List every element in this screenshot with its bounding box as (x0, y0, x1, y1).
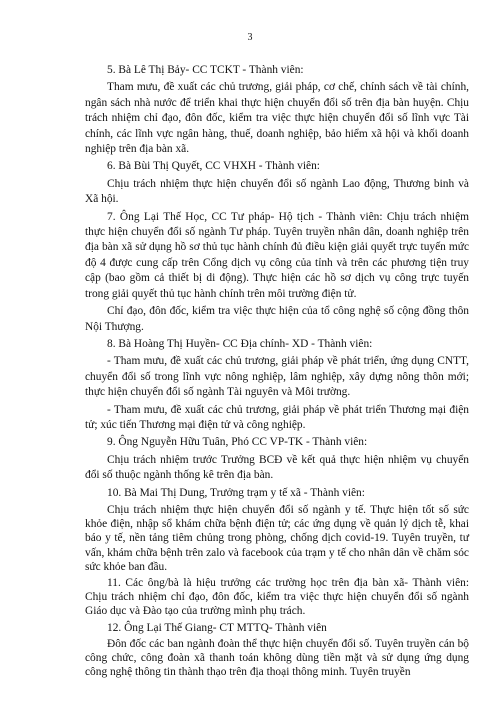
paragraph-heading-9: 9. Ông Nguyễn Hữu Tuân, Phó CC VP-TK - Thành viên: (107, 436, 368, 449)
paragraph: - Tham mưu, đề xuất các chủ trương, giải pháp về phát triển Thương mại điện tử; xúc tiến Thương mại điện tử và công nghiệp. (85, 403, 469, 431)
paragraph-heading-12: 12. Ông Lại Thế Giang- CT MTTQ- Thành viên (107, 621, 327, 634)
paragraph: Chịu trách nhiệm thực hiện chuyển đổi số ngành y tế. Thực hiện tốt số sức khỏe điện, nhập sổ khám chữa bệnh điện tử; các ứng dụng về quản lý dịch tễ, khai báo y tế, nền tảng tiêm chủng trong phòng, chống dịch covid-19. Tuyên truyền, tư vấn, khám chữa bệnh trên zalo và facebook của trạm y tế cho nhân dân về chăm sóc sức khỏe ban đầu. (85, 503, 469, 573)
paragraph-heading-11: 11. Các ông/bà là hiệu trưởng các trường học trên địa bàn xã- Thành viên: Chịu trách nhiệm chỉ đạo, đôn đốc, kiểm tra việc thực hiện chuyển đổi số ngành Giáo dục và Đào tạo của trường mình phụ trách. (85, 576, 469, 618)
paragraph: Chịu trách nhiệm thực hiện chuyển đổi số ngành Lao động, Thương binh và Xã hội. (85, 177, 469, 206)
paragraph: Đôn đốc các ban ngành đoàn thể thực hiện chuyển đổi số. Tuyên truyền cán bộ công chức, công đoàn xã thanh toán không dùng tiền mặt và sử dụng ứng dụng công nghệ thông tin thành thạo trên địa thoại thông minh. Tuyên truyền (85, 637, 469, 679)
paragraph: Tham mưu, đề xuất các chủ trương, giải pháp, cơ chế, chính sách về tài chính, ngân sách nhà nước để triển khai thực hiện chuyển đổi số trên địa bàn huyện. Chịu trách nhiệm chỉ đạo, đôn đốc, kiểm tra việc thực hiện chuyển đổi số lĩnh vực Tài chính, các lĩnh vực ngân hàng, thuế, doanh nghiệp, bảo hiểm xã hội và khối doanh nghiệp trên địa bàn xã. (85, 81, 469, 156)
paragraph-heading-5: 5. Bà Lê Thị Bảy- CC TCKT - Thành viên: (107, 64, 304, 76)
paragraph-heading-10: 10. Bà Mai Thị Dung, Trưởng trạm y tế xã - Thành viên: (107, 486, 365, 499)
document-body (85, 63, 469, 681)
paragraph: - Tham mưu, đề xuất các chủ trương, giải pháp về phát triển, ứng dụng CNTT, chuyển đổi số trong lĩnh vực nông nghiệp, lâm nghiệp, xây dựng nông thôn mới; thực hiện chuyển đổi số ngành Tài nguyên và Môi trường. (85, 355, 469, 399)
paragraph-heading-7: 7. Ông Lại Thế Học, CC Tư pháp- Hộ tịch - Thành viên: Chịu trách nhiệm thực hiện chuyển đổi số ngành Tư pháp. Tuyên truyền nhân dân, doanh nghiệp trên địa bàn xã sử dụng hồ sơ thủ tục hành chính đủ điều kiện giải quyết trực tuyến mức độ 4 được cung cấp trên Cổng dịch vụ công của tỉnh và trên các phương tiện truy cập (bao gồm cả thiết bị di động). Thực hiện các hồ sơ dịch vụ công trực tuyến trong giải quyết thủ tục hành chính trên môi trường điện tử. (85, 210, 469, 300)
paragraph: Chỉ đạo, đôn đốc, kiểm tra việc thực hiện của tổ công nghệ số cộng đồng thôn Nội Thượng. (85, 305, 469, 333)
paragraph-heading-8: 8. Bà Hoàng Thị Huyền- CC Địa chính- XD - Thành viên: (107, 337, 373, 350)
paragraph-heading-6: 6. Bà Bùi Thị Quyết, CC VHXH - Thành viên: (107, 160, 320, 173)
paragraph: Chịu trách nhiệm trước Trưởng BCĐ về kết quả thực hiện nhiệm vụ chuyển đổi số thuộc ngành thống kê trên địa bàn. (85, 453, 469, 482)
page-number: 3 (247, 32, 253, 43)
